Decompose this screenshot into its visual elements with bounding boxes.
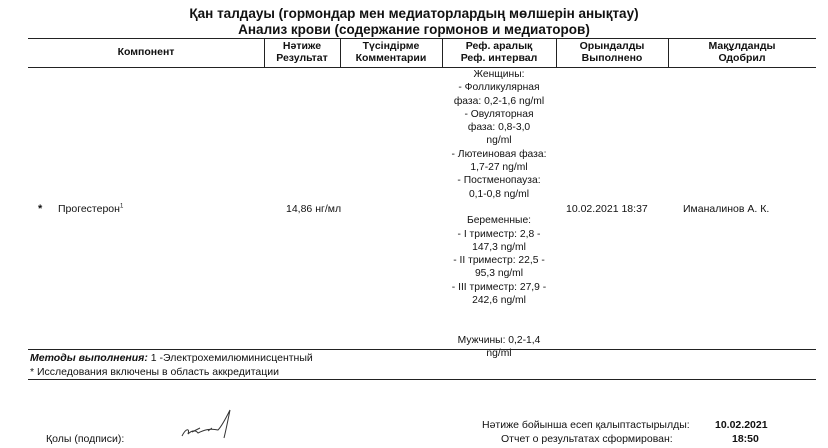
approved-by: Иманалинов А. К. bbox=[683, 203, 770, 215]
method-footnote: 1 bbox=[119, 203, 124, 210]
methods-line bbox=[30, 352, 313, 364]
signature-label: Қолы (подписи): bbox=[46, 433, 125, 445]
header-approved: Мақұлданды Одобрил bbox=[708, 40, 776, 64]
header-ref-interval: Реф. аралық Реф. интервал bbox=[460, 40, 538, 64]
ref-line: 1,7-27 ng/ml bbox=[470, 162, 528, 174]
accreditation-marker: * bbox=[38, 203, 43, 215]
ref-line bbox=[446, 201, 552, 214]
ref-line: 242,6 ng/ml bbox=[472, 295, 526, 307]
report-label-russian: Отчет о результатах сформирован: bbox=[501, 433, 673, 445]
performed-datetime: 10.02.2021 18:37 bbox=[566, 203, 648, 215]
ref-line: - Лютеиновая фаза: bbox=[451, 148, 547, 160]
ref-line: - I триместр: 2,8 - bbox=[457, 228, 541, 240]
ref-line bbox=[446, 307, 552, 320]
ref-line: ng/ml bbox=[486, 348, 512, 360]
ref-line: - Фолликулярная bbox=[458, 82, 540, 94]
methods-section bbox=[28, 349, 816, 380]
header-result: Нәтиже Результат bbox=[276, 40, 328, 64]
ref-line: Женщины: bbox=[473, 69, 525, 80]
ref-line bbox=[446, 321, 552, 334]
ref-line: - III триместр: 27,9 - bbox=[451, 281, 547, 293]
title-russian: Анализ крови (содержание гормонов и медиаторов) bbox=[238, 22, 590, 37]
ref-line: 0,1-0,8 ng/ml bbox=[468, 188, 530, 200]
header-comment: Түсіндірме Комментарии bbox=[355, 40, 427, 64]
report-time: 18:50 bbox=[732, 433, 759, 445]
ref-line: фаза: 0,8-3,0 bbox=[467, 122, 531, 134]
ref-line: Мужчины: 0,2-1,4 bbox=[457, 334, 541, 346]
methods-text: 1 -Электрохемилюминисцентный bbox=[147, 352, 313, 364]
ref-line: 95,3 ng/ml bbox=[474, 268, 524, 280]
ref-line: 147,3 ng/ml bbox=[472, 241, 526, 253]
accreditation-note: * Исследования включены в область аккредитации bbox=[30, 366, 279, 378]
ref-line: - II триместр: 22,5 - bbox=[453, 255, 545, 267]
result-value: 14,86 нг/мл bbox=[286, 203, 342, 215]
reference-interval bbox=[446, 68, 552, 361]
methods-label: Методы выполнения: bbox=[30, 352, 148, 364]
ref-line: ng/ml bbox=[486, 135, 512, 147]
signature-image bbox=[178, 406, 238, 440]
ref-line: Беременные: bbox=[466, 215, 532, 227]
ref-line: - Овуляторная bbox=[464, 108, 534, 120]
ref-line: фаза: 0,2-1,6 ng/ml bbox=[453, 95, 545, 107]
title-kazakh: Қан талдауы (гормондар мен медиаторлардың мөлшерін анықтау) bbox=[189, 6, 639, 21]
report-label-kazakh: Нәтиже бойынша есеп қалыптастырылды: bbox=[482, 419, 690, 431]
header-component: Компонент bbox=[117, 46, 175, 58]
component-name: Прогестерон$^1$ bbox=[58, 203, 124, 215]
table-top-border bbox=[28, 38, 816, 39]
header-performed: Орындалды Выполнено bbox=[579, 40, 645, 64]
ref-line: - Постменопауза: bbox=[457, 175, 541, 187]
report-date: 10.02.2021 bbox=[715, 419, 768, 431]
